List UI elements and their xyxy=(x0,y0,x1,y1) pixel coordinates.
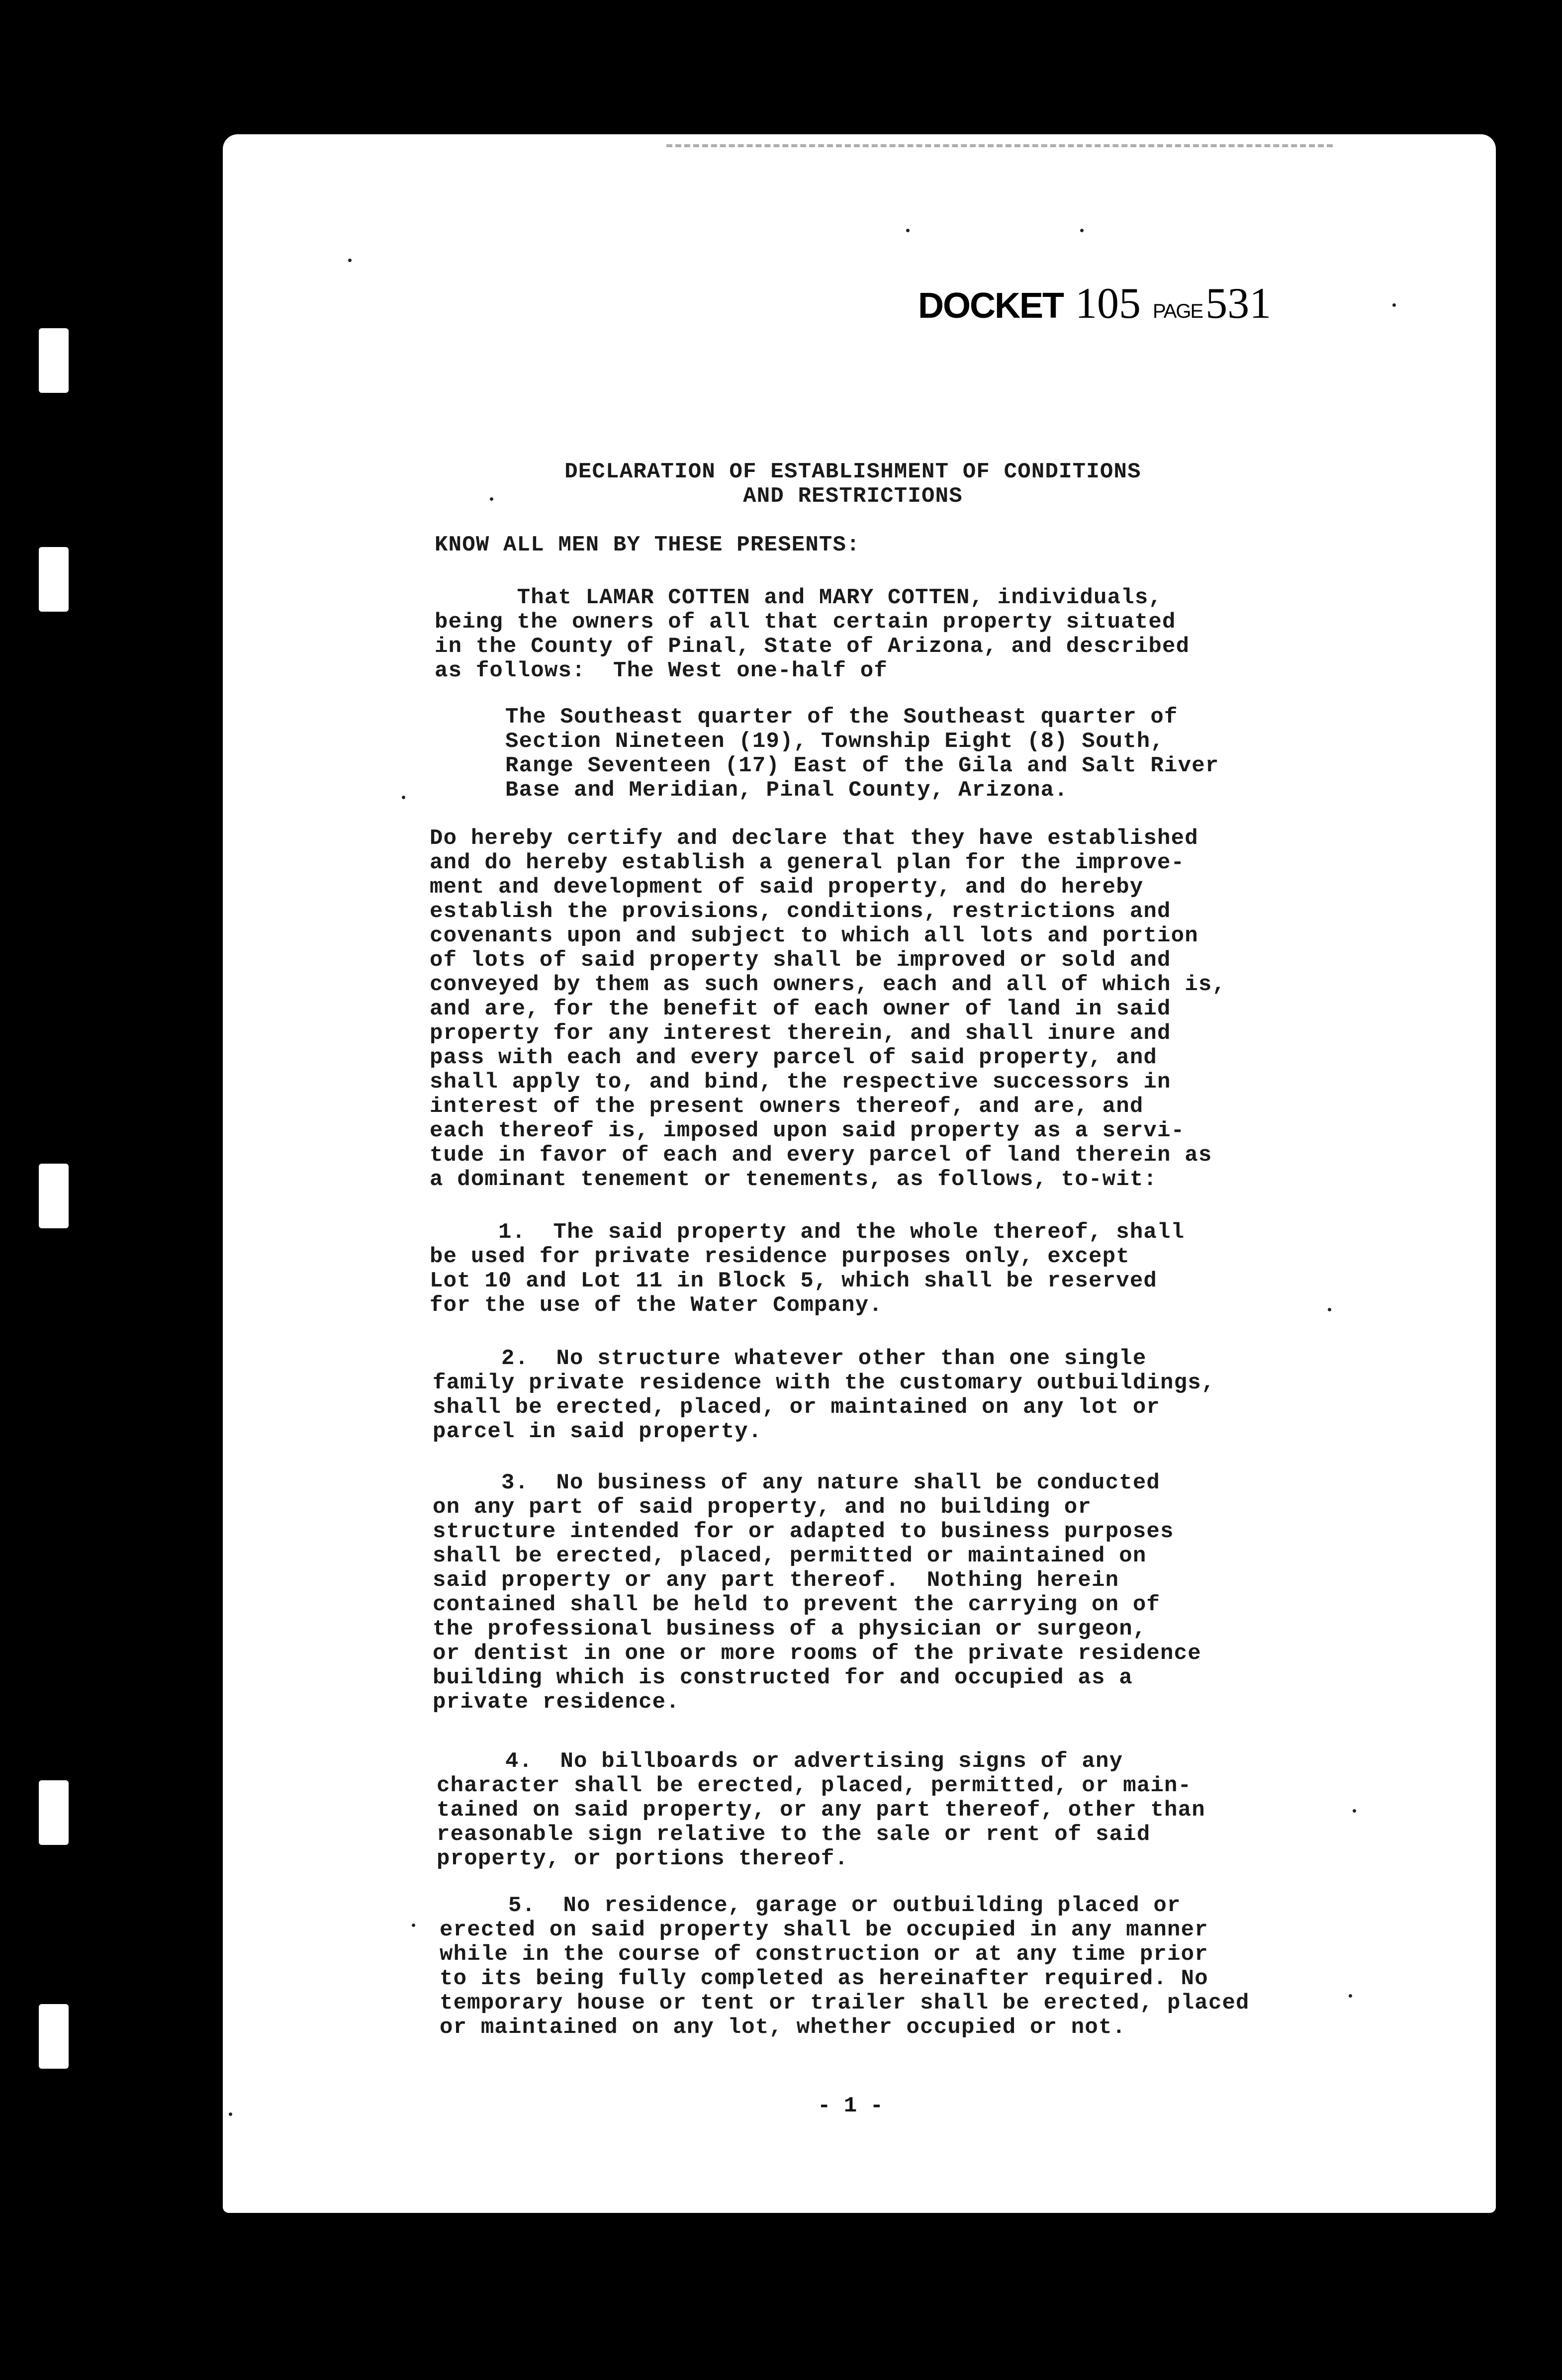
film-sprocket-hole xyxy=(39,328,69,393)
film-sprocket-hole xyxy=(39,1164,69,1228)
film-sprocket-hole xyxy=(39,2004,69,2069)
docket-label: DOCKET xyxy=(918,286,1063,326)
restriction-item-2: 2. No structure whatever other than one single family private residence with the customary outbuildings, shall be erected, placed, or maintained on any lot or parcel in said property. xyxy=(433,1346,1215,1444)
docket-stamp xyxy=(918,278,1271,329)
scan-speck xyxy=(490,497,493,501)
intro-paragraph: That LAMAR COTTEN and MARY COTTEN, individuals, being the owners of all that certain property situated in the County of Pinal, State of Arizona, and described as follows: The West one-half of xyxy=(435,585,1190,683)
scan-speck xyxy=(402,796,405,799)
docket-page-label: PAGE xyxy=(1153,300,1203,322)
declaration-paragraph: Do hereby certify and declare that they have established and do hereby establish a general plan for the improve- ment and development of said property, and do hereby establish the provisions, conditions, restrictions and covenants upon and subject to which all lots and portion of lots of said property shall be improved or sold and conveyed by them as such owners, each and all of which is, and are, for the benefit of each owner of land in said property for any interest therein, and shall inure and pass with each and every parcel of said property, and shall apply to, and bind, the respective successors in interest of the present owners thereof, and are, and each thereof is, imposed upon said property as a servi- tude in favor of each and every parcel of land therein as a dominant tenement or tenements, as follows, to-wit: xyxy=(430,826,1226,1192)
restriction-item-5: 5. No residence, garage or outbuilding placed or erected on said property shall be occupied in any manner while in the course of construction or at any time prior to its being fully completed as hereinafter required. No temporary house or tent or trailer shall be erected, placed or maintained on any lot, whether occupied or not. xyxy=(440,1893,1250,2040)
legal-description: The Southeast quarter of the Southeast quarter of Section Nineteen (19), Township Eight (8) South, Range Seventeen (17) East of the Gila and Salt River Base and Meridian, Pinal County, Arizona. xyxy=(505,705,1219,803)
docket-page-number: 531 xyxy=(1205,279,1272,328)
scan-speck xyxy=(412,1923,415,1927)
document-title xyxy=(497,460,1208,509)
scan-speck xyxy=(1328,1308,1331,1311)
scan-speck xyxy=(348,259,352,262)
scan-speck xyxy=(1353,1809,1356,1813)
scan-speck xyxy=(229,2112,232,2116)
scan-speck xyxy=(1080,229,1084,232)
docket-book-number: 105 xyxy=(1075,279,1141,328)
salutation: KNOW ALL MEN BY THESE PRESENTS: xyxy=(435,533,860,557)
scan-speck xyxy=(1392,303,1396,307)
restriction-item-1: 1. The said property and the whole thereof, shall be used for private residence purposes only, except Lot 10 and Lot 11 in Block 5, which shall be reserved for the use of the Water Company. xyxy=(430,1220,1185,1318)
scan-speck xyxy=(1349,1994,1352,1998)
restriction-item-4: 4. No billboards or advertising signs of any character shall be erected, placed, permitted, or main- tained on said property, or any part thereof, other than reasonable sign relative to the sale or rent of said property, or portions thereof. xyxy=(437,1749,1205,1871)
page-top-edge-artifact xyxy=(666,144,1333,152)
scan-speck xyxy=(906,229,910,232)
page-number-footer: - 1 - xyxy=(818,2094,884,2118)
title-line-2: AND RESTRICTIONS xyxy=(743,484,963,509)
film-sprocket-hole xyxy=(39,547,69,612)
restriction-item-3: 3. No business of any nature shall be conducted on any part of said property, and no building or structure intended for or adapted to business purposes shall be erected, placed, permitted or maintained on said property or any part thereof. Nothing herein contained shall be held to prevent the carrying on of the professional business of a physician or surgeon, or dentist in one or more rooms of the private residence building which is constructed for and occupied as a private residence. xyxy=(433,1470,1201,1715)
film-sprocket-hole xyxy=(39,1780,69,1845)
title-line-1: DECLARATION OF ESTABLISHMENT OF CONDITIONS xyxy=(564,459,1141,484)
